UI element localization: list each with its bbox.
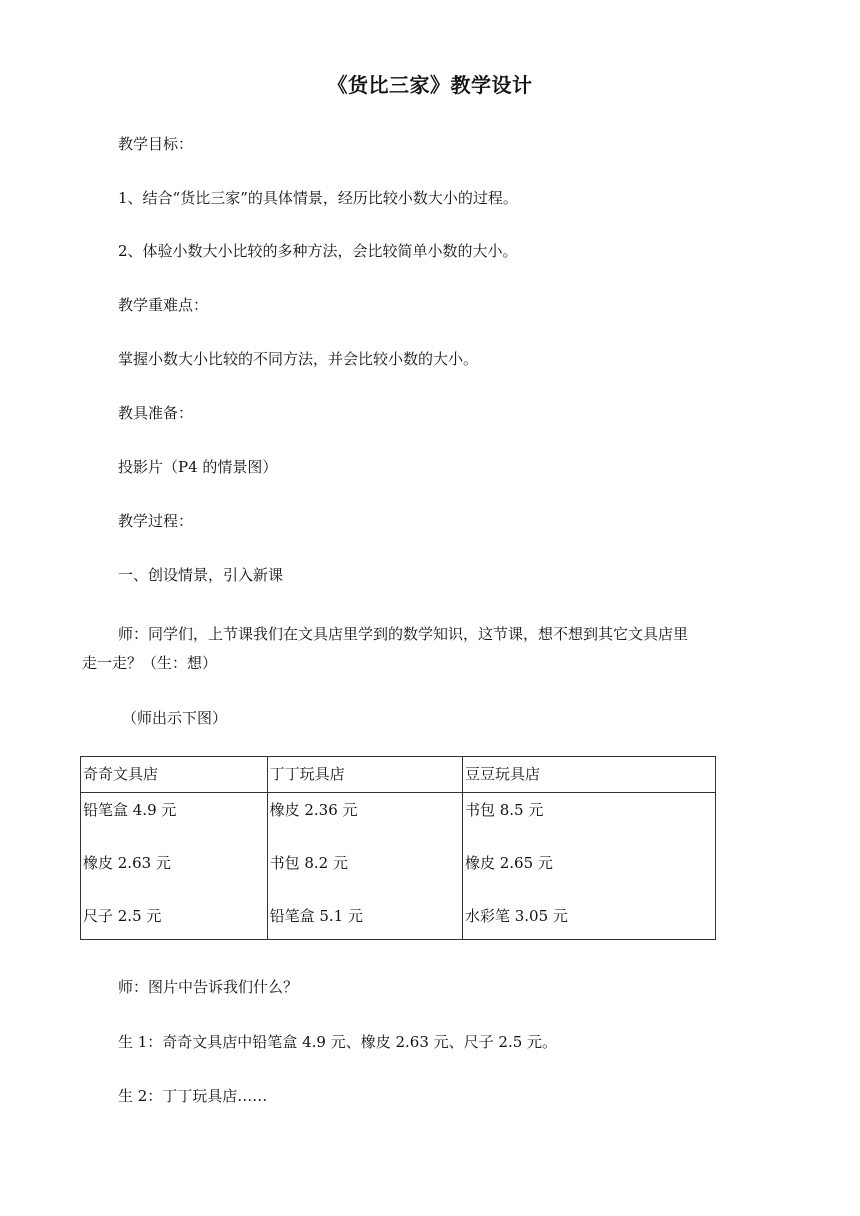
price-item: 铅笔盒 4.9 元: [83, 801, 177, 819]
table-header-cell: 丁丁玩具店: [267, 757, 462, 793]
table-header-cell: 豆豆玩具店: [462, 757, 715, 793]
key-points-heading: 教学重难点：: [118, 296, 209, 314]
table-row: [81, 793, 716, 940]
teacher-question: 师：图片中告诉我们什么？: [118, 978, 299, 996]
goal-1: 1、结合“货比三家”的具体情景，经历比较小数大小的过程。: [118, 189, 518, 207]
teacher-line-1a: 师：同学们，上节课我们在文具店里学到的数学知识，这节课，想不想到其它文具店里: [118, 625, 689, 643]
part-1-heading: 一、创设情景，引入新课: [118, 566, 284, 584]
goal-2: 2、体验小数大小比较的多种方法，会比较简单小数的大小。: [118, 242, 518, 260]
table-cell-doudou: [462, 793, 715, 940]
price-item: 橡皮 2.63 元: [83, 854, 171, 872]
materials-text: 投影片（P4 的情景图）: [118, 458, 278, 476]
materials-heading: 教具准备：: [118, 404, 194, 422]
student-1-answer: 生 1：奇奇文具店中铅笔盒 4.9 元、橡皮 2.63 元、尺子 2.5 元。: [118, 1033, 558, 1051]
process-heading: 教学过程：: [118, 512, 194, 530]
table-header-cell: 奇奇文具店: [81, 757, 268, 793]
price-item: 铅笔盒 5.1 元: [269, 907, 363, 925]
table-cell-qiqi: [81, 793, 268, 940]
teacher-line-1b: 走一走？（生：想）: [82, 654, 218, 672]
price-item: 橡皮 2.65 元: [464, 854, 553, 872]
price-item: 书包 8.2 元: [269, 854, 348, 872]
price-item: 书包 8.5 元: [464, 801, 544, 819]
shop-price-table: [80, 756, 716, 940]
table-header-row: [81, 757, 716, 793]
price-item: 橡皮 2.36 元: [269, 801, 358, 819]
table-cell-dingding: [267, 793, 462, 940]
goals-heading: 教学目标：: [118, 135, 194, 153]
price-item: 水彩笔 3.05 元: [464, 907, 568, 925]
key-points-text: 掌握小数大小比较的不同方法，并会比较小数的大小。: [118, 350, 479, 368]
price-item: 尺子 2.5 元: [83, 907, 162, 925]
document-title: 《货比三家》教学设计: [327, 73, 533, 97]
teacher-show-note: （师出示下图）: [122, 709, 228, 727]
student-2-answer: 生 2：丁丁玩具店……: [118, 1087, 268, 1105]
